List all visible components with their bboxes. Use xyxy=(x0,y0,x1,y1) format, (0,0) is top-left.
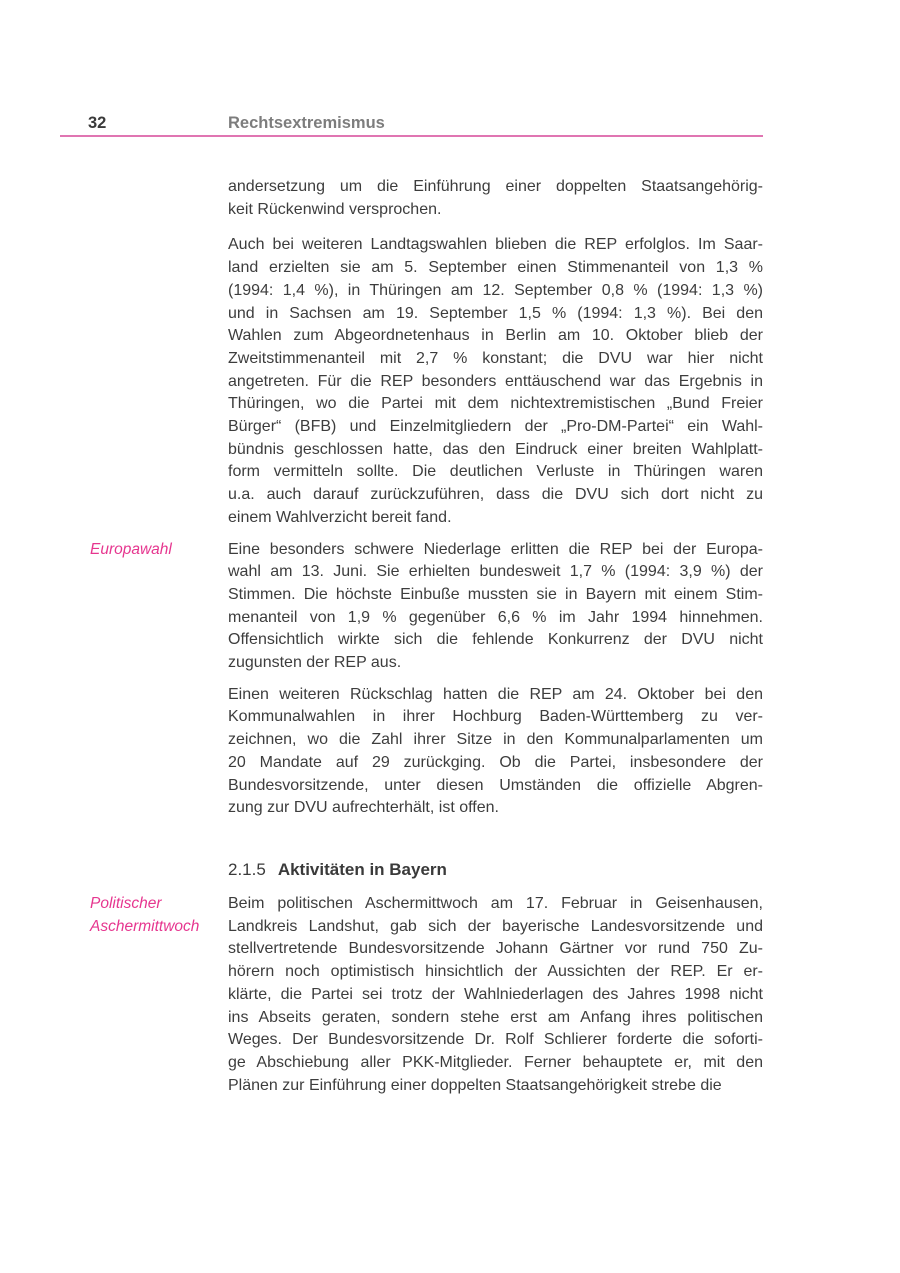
text-line: zugunsten der REP aus. xyxy=(228,654,402,672)
text-line: Eine besonders schwere Niederlage erlitten die REP bei der Europa- xyxy=(228,540,763,558)
margin-note xyxy=(90,539,228,675)
text-line: ins Abseits geraten, sondern stehe erst am Anfang ihres politischen xyxy=(228,1008,763,1026)
text-line: bündnis geschlossen hatte, das den Eindruck einer breiten Wahlplatt- xyxy=(228,440,763,458)
text-line: Auch bei weiteren Landtagswahlen blieben die REP erfolglos. Im Saar- xyxy=(228,236,763,254)
text-line: u.a. auch darauf zurückzuführen, dass die DVU sich dort nicht zu xyxy=(228,486,763,504)
paragraph-text xyxy=(228,684,763,820)
text-line: Stimmen. Die höchste Einbuße mussten sie in Bayern mit einem Stim- xyxy=(228,585,763,603)
text-line: land erzielten sie am 5. September einen Stimmenanteil von 1,3 % xyxy=(228,259,763,277)
page-body xyxy=(0,176,900,1106)
margin-note-line: Politischer xyxy=(90,894,162,912)
page-number: 32 xyxy=(88,114,107,132)
section-heading xyxy=(228,858,763,881)
text-line: klärte, die Partei sei trotz der Wahlniederlagen des Jahres 1998 nicht xyxy=(228,985,763,1003)
section-heading-title: Aktivitäten in Bayern xyxy=(277,859,447,879)
text-line: Bundesvorsitzende, unter diesen Umständen die offizielle Abgren- xyxy=(228,776,763,794)
paragraph-row xyxy=(0,539,900,675)
text-line: Weges. Der Bundesvorsitzende Dr. Rolf Schlierer forderte die soforti- xyxy=(228,1031,763,1049)
margin-note xyxy=(90,893,228,1097)
section-heading-row xyxy=(0,858,900,881)
text-line: Plänen zur Einführung einer doppelten Staatsangehörigkeit strebe die xyxy=(228,1076,722,1094)
text-line: ge Abschiebung aller PKK-Mitglieder. Ferner behauptete er, mit den xyxy=(228,1053,763,1071)
text-line: Einen weiteren Rückschlag hatten die REP am 24. Oktober bei den xyxy=(228,685,763,703)
text-line: stellvertretende Bundesvorsitzende Johann Gärtner vor rund 750 Zu- xyxy=(228,940,763,958)
text-line: hörern noch optimistisch hinsichtlich der Aussichten der REP. Er er- xyxy=(228,963,763,981)
section-heading-number: 2.1.5 xyxy=(228,859,266,879)
text-line: wahl am 13. Juni. Sie erhielten bundesweit 1,7 % (1994: 3,9 %) der xyxy=(228,563,763,581)
text-line: keit Rückenwind versprochen. xyxy=(228,200,442,218)
margin-note-empty xyxy=(90,684,228,820)
paragraph-text xyxy=(228,234,763,529)
text-line: Bürger“ (BFB) und Einzelmitgliedern der „Pro-DM-Partei“ ein Wahl- xyxy=(228,418,763,436)
text-line: menanteil von 1,9 % gegenüber 6,6 % im Jahr 1994 hinnehmen. xyxy=(228,608,763,626)
paragraph-text xyxy=(228,539,763,675)
text-line: andersetzung um die Einführung einer doppelten Staatsangehörig- xyxy=(228,178,763,195)
text-line: (1994: 1,4 %), in Thüringen am 12. September 0,8 % (1994: 1,3 %) xyxy=(228,281,763,299)
paragraph-text xyxy=(228,176,763,221)
paragraph-row xyxy=(0,684,900,820)
text-line: Beim politischen Aschermittwoch am 17. Februar in Geisenhausen, xyxy=(228,894,763,912)
margin-note-line: Aschermittwoch xyxy=(90,917,200,935)
text-line: zeichnen, wo die Zahl ihrer Sitze in den Kommunalparlamenten um xyxy=(228,731,763,749)
paragraph-row xyxy=(0,893,900,1097)
margin-note-empty xyxy=(90,234,228,529)
text-line: angetreten. Für die REP besonders enttäuschend war das Ergebnis in xyxy=(228,372,763,390)
text-line: und in Sachsen am 19. September 1,5 % (1994: 1,3 %). Bei den xyxy=(228,304,763,322)
text-line: 20 Mandate auf 29 zurückging. Ob die Partei, insbesondere der xyxy=(228,753,763,771)
paragraph-row xyxy=(0,234,900,529)
text-line: Zweitstimmenanteil mit 2,7 % konstant; die DVU war hier nicht xyxy=(228,349,763,367)
text-line: Thüringen, wo die Partei mit dem nichtextremistischen „Bund Freier xyxy=(228,395,763,413)
text-line: Landkreis Landshut, gab sich der bayerische Landesvorsitzende und xyxy=(228,917,763,935)
text-line: einem Wahlverzicht bereit fand. xyxy=(228,508,452,526)
header-rule-divider xyxy=(60,135,763,137)
paragraph-text xyxy=(228,893,763,1097)
text-line: Offensichtlich wirkte sich die fehlende Konkurrenz der DVU nicht xyxy=(228,631,763,649)
text-line: Kommunalwahlen in ihrer Hochburg Baden-Württemberg zu ver- xyxy=(228,708,763,726)
text-line: form vermitteln sollte. Die deutlichen Verluste in Thüringen waren xyxy=(228,463,763,481)
running-header-section-title: Rechtsextremismus xyxy=(228,114,385,132)
margin-note-empty xyxy=(90,858,228,881)
text-line: Wahlen zum Abgeordnetenhaus in Berlin am 10. Oktober blieb der xyxy=(228,327,763,345)
text-line: zung zur DVU aufrechterhält, ist offen. xyxy=(228,799,499,817)
paragraph-row xyxy=(0,176,900,221)
margin-note-line: Europawahl xyxy=(90,540,172,558)
margin-note-empty xyxy=(90,176,228,221)
